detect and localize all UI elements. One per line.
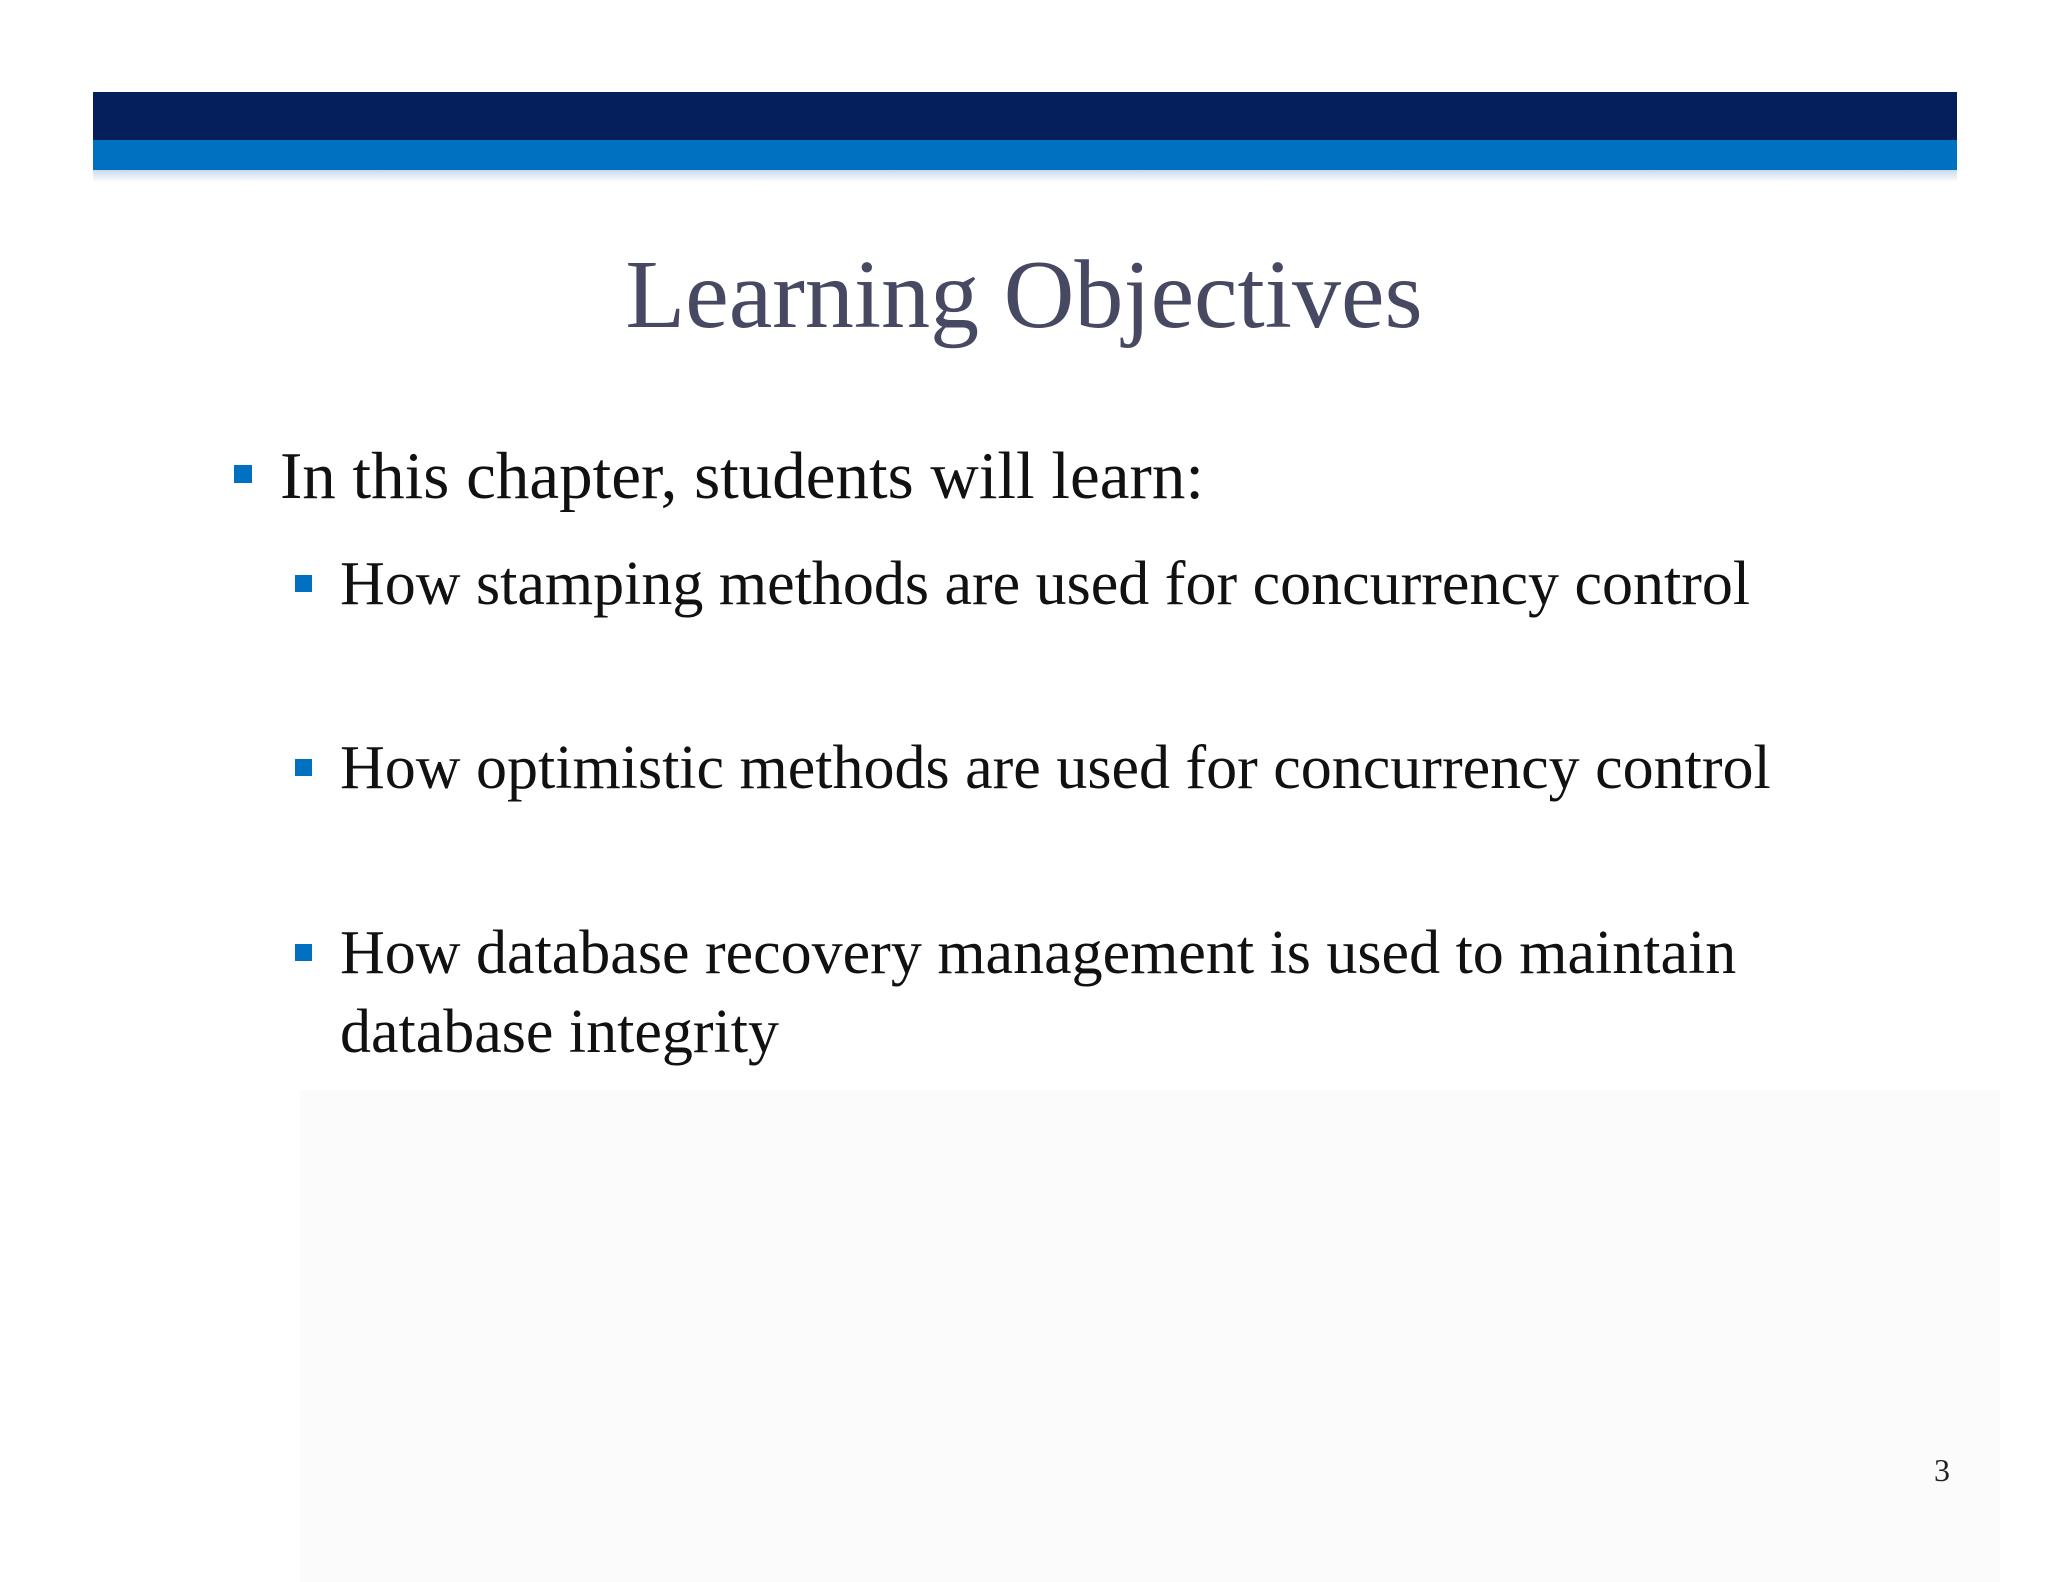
square-bullet-icon — [295, 759, 312, 776]
background-tint — [300, 1090, 2000, 1582]
objective-item-1 — [295, 545, 1795, 624]
objective-text: How database recovery management is used to maintain database integrity — [340, 919, 1737, 1066]
slide-title: Learning Objectives — [625, 241, 1423, 349]
square-bullet-icon — [234, 465, 252, 483]
objective-text: How stamping methods are used for concurrency control — [340, 550, 1751, 618]
intro-text: In this chapter, students will learn: — [280, 439, 1204, 513]
header-band-dark — [93, 92, 1957, 140]
page-number: 3 — [1934, 1452, 1950, 1488]
objective-item-2 — [295, 729, 1795, 808]
header-band-fade — [93, 170, 1957, 182]
objective-text: How optimistic methods are used for concurrency control — [340, 734, 1771, 802]
objective-item-3 — [295, 914, 1795, 1072]
square-bullet-icon — [295, 944, 312, 961]
header-band-blue — [93, 140, 1957, 170]
square-bullet-icon — [295, 575, 312, 592]
